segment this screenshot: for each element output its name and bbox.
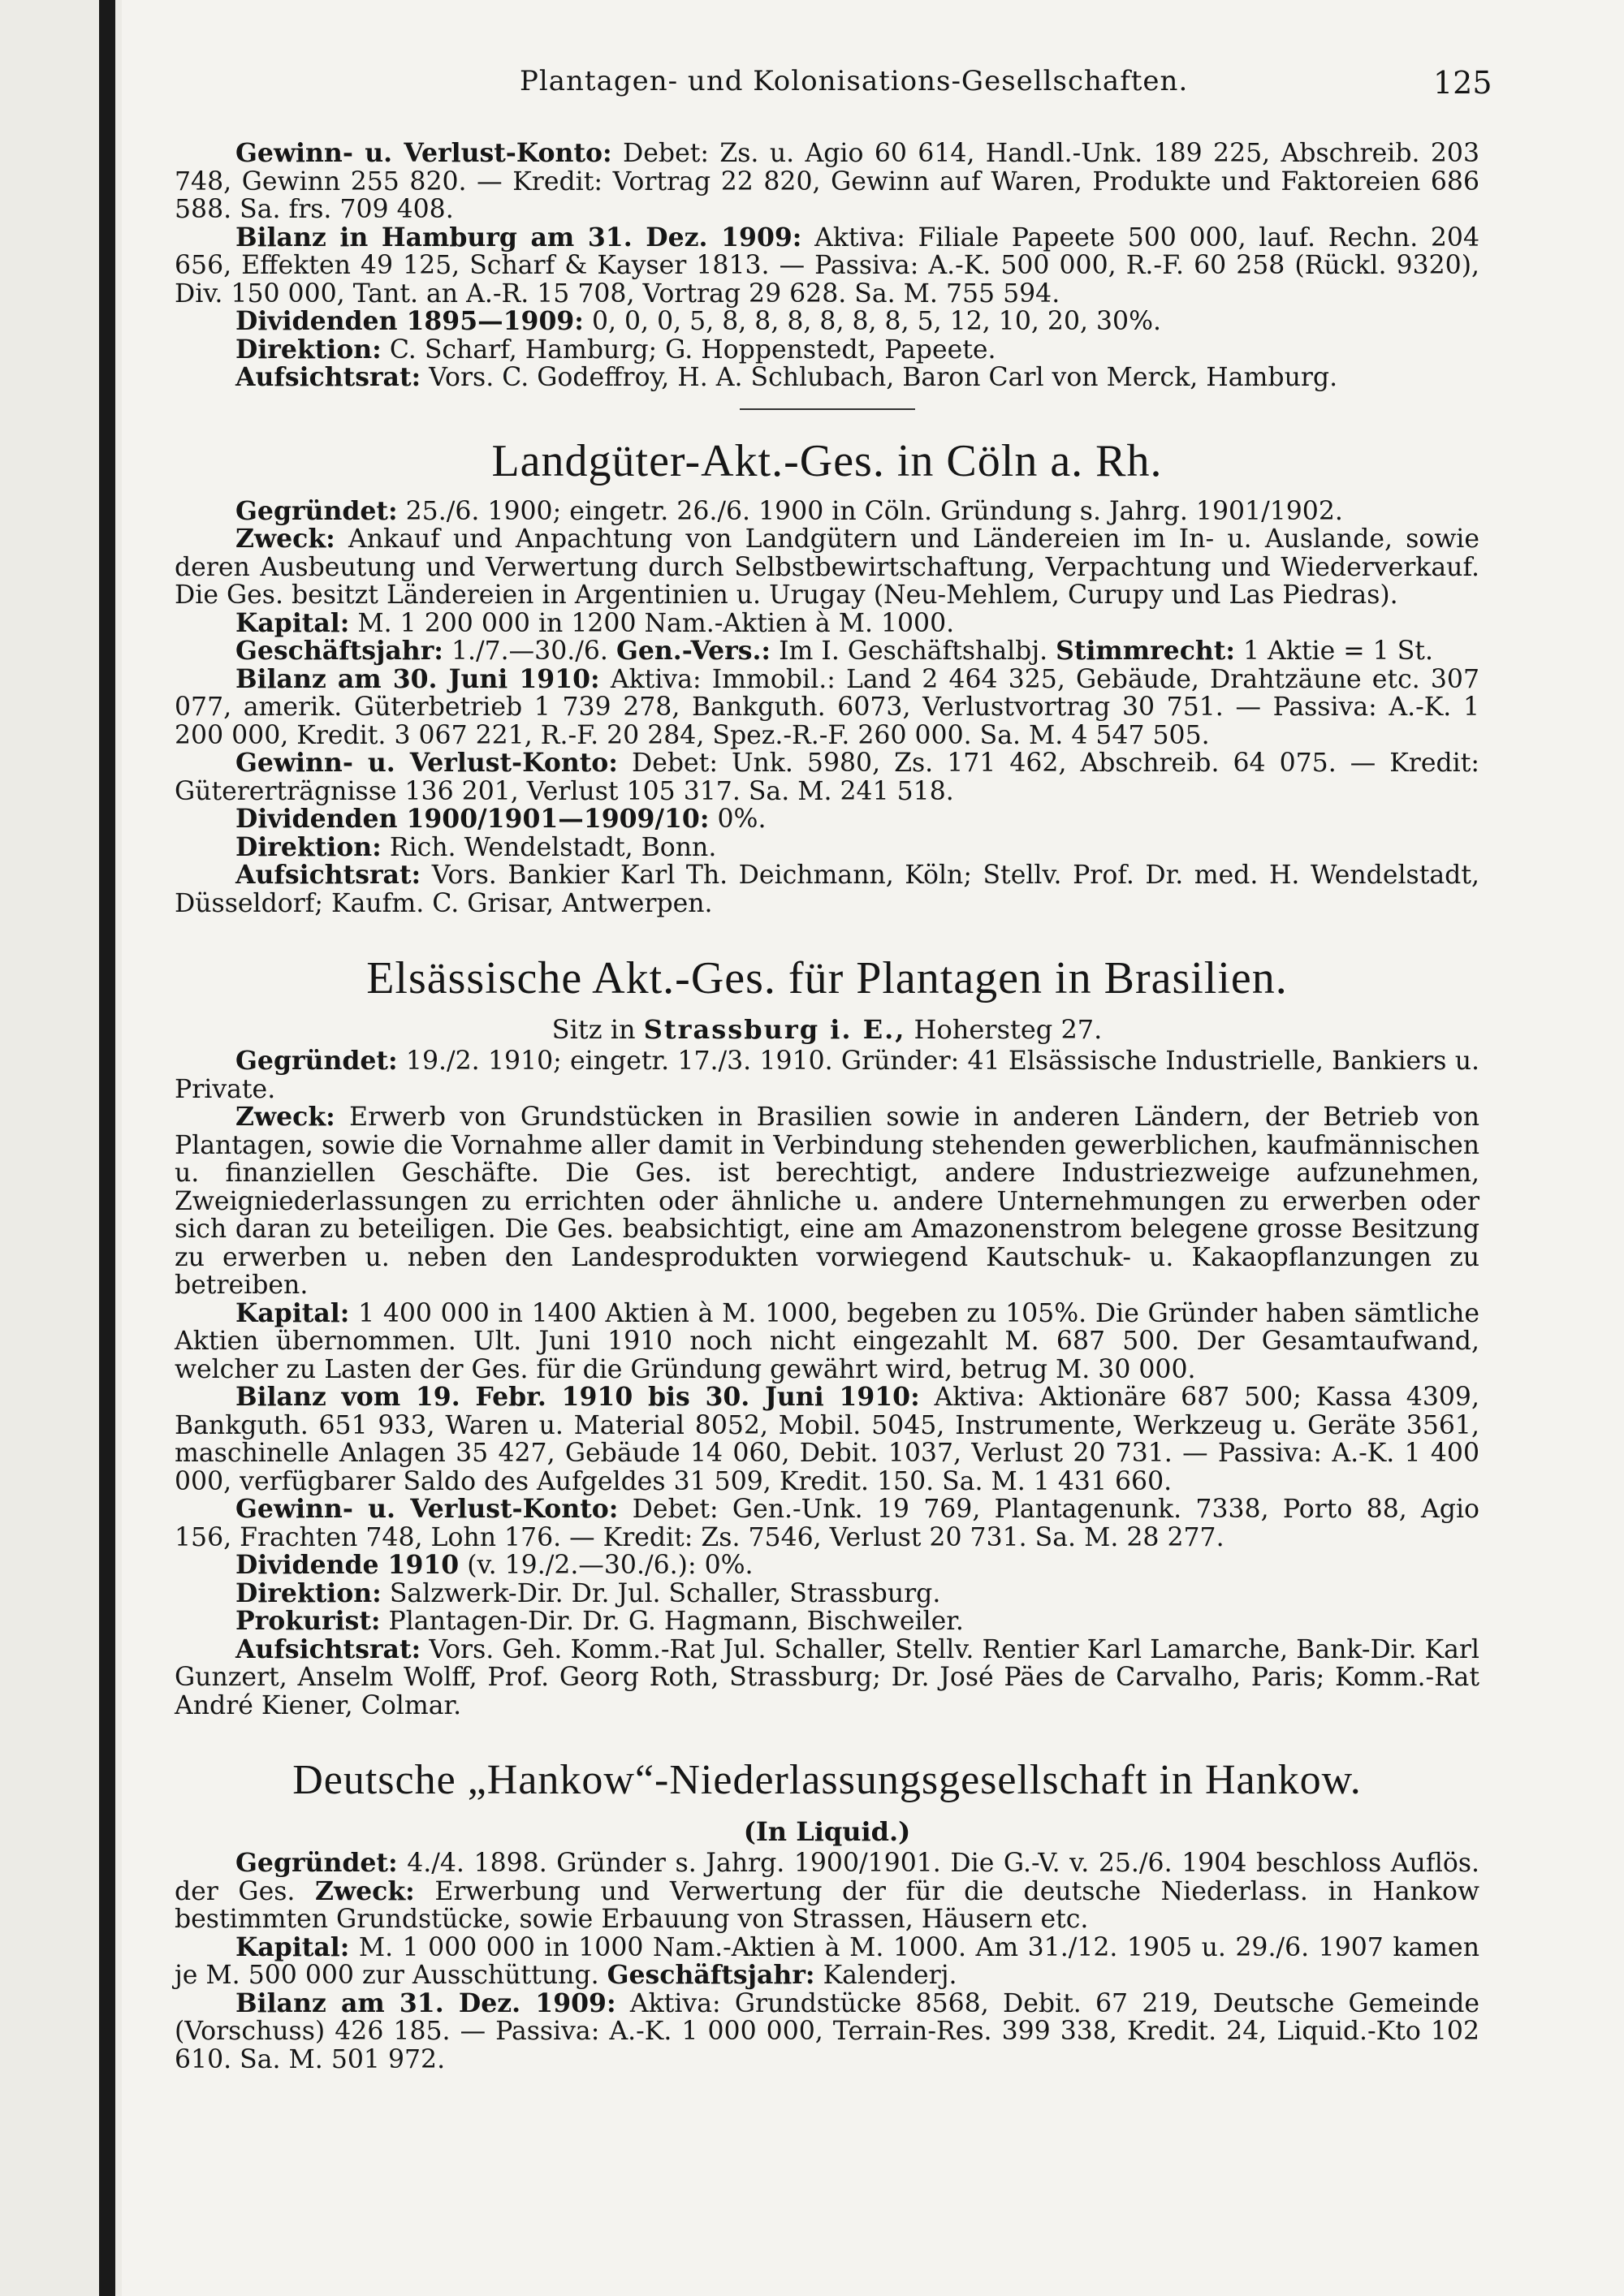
entry-text: Vors. C. Godeffroy, H. A. Schlubach, Baron Carl von Merck, Hamburg. (429, 363, 1338, 392)
entry-label: Gen.-Vers.: (615, 636, 771, 666)
entry-text: Debet: Gen.-Unk. 19 769, Plantagenunk. 7338, Porto 88, Agio 156, Frachten 748, Lohn 176. — Kredit: Zs. 7546, Verlust 20 731. Sa. M. 28 277. (175, 1495, 1479, 1552)
entry-label: Kapital: (235, 1931, 350, 1962)
page-binding (0, 0, 122, 2296)
entry-text: M. 1 000 000 in 1000 Nam.-Aktien à M. 1000. Am 31./12. 1905 u. 29./6. 1907 kamen je M. 500 000 zur Ausschüttung. (175, 1932, 1479, 1990)
aufsichtsrat-entry (175, 861, 1479, 917)
entry-text: Vors. Bankier Karl Th. Deichmann, Köln; Stellv. Prof. Dr. med. H. Wendelstadt, Düsseldorf; Kaufm. C. Grisar, Antwerpen. (175, 861, 1480, 918)
entry-label: Geschäftsjahr: (607, 1960, 815, 1990)
dividende-entry (175, 1552, 1479, 1580)
entry-text: Salzwerk-Dir. Dr. Jul. Schaller, Strassburg. (389, 1578, 941, 1608)
entry-text: Im I. Geschäftshalbj. (779, 637, 1048, 666)
entry-label: Gegründet: (235, 1848, 398, 1878)
kapital-entry (175, 1931, 1479, 1990)
company-title: Elsässische Akt.-Ges. für Plantagen in Brasilien. (366, 953, 1288, 1003)
zweck-entry (175, 1103, 1479, 1300)
aufsichtsrat-entry (175, 1636, 1479, 1720)
entry-label: Bilanz vom 19. Febr. 1910 bis 30. Juni 1910: (235, 1382, 920, 1412)
entry-label: Aufsichtsrat: (235, 1634, 421, 1664)
entry-label: Kapital: (235, 607, 350, 638)
gewinn-verlust-entry (175, 749, 1479, 805)
entry-text: Debet: Zs. u. Agio 60 614, Handl.-Unk. 189 225, Abschreib. 203 748, Gewinn 255 820. — Kredit: Vortrag 22 820, Gewinn auf Waren, Produkte und Faktoreien 686 588. Sa. frs. 709 408. (175, 139, 1480, 224)
entry-label: Gewinn- u. Verlust-Konto: (235, 138, 612, 168)
entry-text: Ankauf und Anpachtung von Landgütern und Ländereien im In- u. Auslande, sowie deren Ausbeutung und Verwertung durch Selbstbewirtschaftung, Verpachtung und Wiederverkauf. Die Ges. besitzt Ländereien in Argentinien u. Urugay (Neu-Mehlem, Curupy und Las Piedras). (175, 524, 1479, 610)
entry-label: Gewinn- u. Verlust-Konto: (235, 1494, 619, 1524)
entry-label: Dividenden 1895—1909: (235, 306, 584, 336)
gutter-line (99, 0, 115, 2296)
company-landgueter (175, 433, 1479, 918)
entry-text: Erwerb von Grundstücken in Brasilien sowie in anderen Ländern, der Betrieb von Plantagen, sowie die Vornahme aller damit in Verbindung stehenden gewerblichen, kaufmännischen u. finanziellen Geschäfte. Die Ges. ist berechtigt, andere Industriezweige aufzunehmen, Zweigniederlassungen zu errichten oder ähnliche u. andere Unternehmungen zu erwerben oder sich daran zu beteiligen. Die Ges. beabsichtigt, eine am Amazonenstrom belegene grosse Besitzung zu erwerben u. neben den Landesprodukten vorwiegend Kautschuk- u. Kakaopflanzungen zu betreiben. (175, 1103, 1479, 1300)
company-title: Deutsche „Hankow“-Niederlassungsgesellschaft in Hankow. (292, 1757, 1362, 1803)
entry-label: Direktion: (235, 1577, 382, 1608)
entry-text: Rich. Wendelstadt, Bonn. (389, 832, 717, 862)
entry-label: Gewinn- u. Verlust-Konto: (235, 748, 618, 778)
direktion-entry (175, 831, 1479, 862)
seat-city: Strassburg i. E., (643, 1014, 906, 1045)
gewinn-verlust-entry (175, 1495, 1479, 1552)
bilanz-entry (175, 224, 1479, 309)
gegruendet-entry (175, 1849, 1479, 1934)
entry-text: Vors. Geh. Komm.-Rat Jul. Schaller, Stellv. Rentier Karl Lamarche, Bank-Dir. Karl Gunzert, Anselm Wolff, Prof. Georg Roth, Strassburg; Dr. José Päes de Carvalho, Paris; Komm.-Rat André Kiener, Colmar. (175, 1634, 1479, 1720)
kapital-entry (175, 1297, 1479, 1384)
section-gap (175, 917, 1479, 950)
entry-label: Bilanz in Hamburg am 31. Dez. 1909: (235, 222, 802, 252)
entry-text: 1./7.—30./6. (451, 637, 608, 666)
entry-text: (v. 19./2.—30./6.): 0%. (467, 1551, 754, 1580)
entry-text: 1 Aktie = 1 St. (1242, 637, 1433, 666)
entry-text: 25./6. 1900; eingetr. 26./6. 1900 in Cöln. Gründung s. Jahrg. 1901/1902. (405, 496, 1343, 526)
entry-label: Aufsichtsrat: (235, 362, 421, 392)
continuation-section (175, 140, 1479, 392)
dividenden-entry (175, 805, 1479, 834)
entry-text: M. 1 200 000 in 1200 Nam.-Aktien à M. 1000. (357, 608, 955, 638)
entry-text: 0%. (717, 805, 767, 834)
gegruendet-entry (175, 1047, 1479, 1103)
entry-text: Aktiva: Grundstücke 8568, Debit. 67 219, Deutsche Gemeinde (Vorschuss) 426 185. — Passiva: A.-K. 1 000 000, Terrain-Res. 399 338, Kredit. 24, Liquid.-Kto 102 610. Sa. M. 501 972. (175, 1988, 1479, 2074)
entry-label: Zweck: (315, 1875, 415, 1906)
entry-label: Stimmrecht: (1056, 636, 1235, 666)
page-number: 125 (1433, 65, 1492, 101)
direktion-entry (175, 1577, 1479, 1608)
company-title: Landgüter-Akt.-Ges. in Cöln a. Rh. (491, 435, 1163, 486)
entry-label: Direktion: (235, 831, 382, 862)
entry-text: C. Scharf, Hamburg; G. Hoppenstedt, Papeete. (389, 334, 996, 365)
entry-text: 19./2. 1910; eingetr. 17./3. 1910. Gründer: 41 Elsässische Industrielle, Bankiers u. Private. (175, 1047, 1480, 1104)
company-elsaessische (175, 950, 1479, 1720)
entry-text: Aktiva: Filiale Papeete 500 000, lauf. Rechn. 204 656, Effekten 49 125, Scharf & Kayser 1813. — Passiva: A.-K. 500 000, R.-F. 60 258 (Rückl. 9320), Div. 150 000, Tant. an A.-R. 15 708, Vortrag 29 628. Sa. M. 755 594. (175, 222, 1480, 309)
company-hankow (175, 1752, 1479, 2074)
zweck-entry (175, 525, 1479, 610)
entry-label: Dividende 1910 (235, 1550, 460, 1580)
entry-text: Debet: Unk. 5980, Zs. 171 462, Abschreib. 64 075. — Kredit: Gütererträgnisse 136 201, Verlust 105 317. Sa. M. 241 518. (175, 749, 1479, 806)
prokurist-entry (175, 1608, 1479, 1636)
entry-label: Gegründet: (235, 1046, 398, 1076)
entry-text: Aktiva: Aktionäre 687 500; Kassa 4309, Bankguth. 651 933, Waren u. Material 8052, Mobil. 5045, Instrumente, Werkzeug u. Geräte 3561, maschinelle Anlagen 35 427, Gebäude 14 060, Debit. 1037, Verlust 20 731. — Passiva: A.-K. 1 400 000, verfügbarer Saldo des Aufgeldes 31 509, Kredit. 150. Sa. M. 1 431 660. (175, 1383, 1479, 1496)
entry-label: Bilanz am 31. Dez. 1909: (235, 1987, 616, 2018)
gegruendet-entry (175, 495, 1479, 526)
section-divider (740, 408, 915, 410)
entry-label: Kapital: (235, 1297, 350, 1328)
entry-text: Kalenderj. (823, 1961, 957, 1990)
bilanz-entry (175, 1383, 1479, 1495)
entry-text: Erwerbung und Verwertung der für die deutsche Niederlass. in Hankow bestimmten Grundstücke, sowie Erbauung von Strassen, Häusern etc. (175, 1876, 1479, 1934)
entry-text: Plantagen-Dir. Dr. G. Hagmann, Bischweiler. (388, 1607, 964, 1636)
entry-text: 4./4. 1898. Gründer s. Jahrg. 1900/1901. Die G.-V. v. 25./6. 1904 beschloss Auflös. der Ges. (175, 1849, 1479, 1906)
seat-prefix: Sitz in (551, 1014, 636, 1045)
company-status: (In Liquid.) (743, 1816, 911, 1847)
entry-label: Dividenden 1900/1901—1909/10: (235, 804, 710, 834)
entry-text: Aktiva: Immobil.: Land 2 464 325, Gebäude, Drahtzäune etc. 307 077, amerik. Güterbetrieb 1 739 278, Bankguth. 6073, Verlustvortrag 30 751. — Passiva: A.-K. 1 200 000, Kredit. 3 067 221, R.-F. 20 284, Spez.-R.-F. 260 000. Sa. M. 4 547 505. (175, 664, 1479, 750)
dividenden-entry (175, 308, 1479, 336)
entry-text: 1 400 000 in 1400 Aktien à M. 1000, begeben zu 105%. Die Gründer haben sämtliche Aktien übernommen. Ult. Juni 1910 noch nicht eingezahlt M. 687 500. Der Gesamtaufwand, welcher zu Lasten der Ges. für die Gründung gewährt wird, betrug M. 30 000. (175, 1298, 1479, 1384)
gewinn-verlust-entry (175, 140, 1479, 224)
entry-label: Zweck: (235, 1102, 335, 1132)
geschaeftsjahr-entry (175, 637, 1479, 666)
company-seat (175, 1015, 1479, 1044)
entry-label: Aufsichtsrat: (235, 860, 421, 890)
bilanz-entry (175, 663, 1479, 750)
entry-label: Prokurist: (235, 1606, 381, 1636)
entry-label: Zweck: (235, 524, 335, 554)
entry-label: Geschäftsjahr: (235, 636, 443, 666)
entry-text: 0, 0, 0, 5, 8, 8, 8, 8, 8, 8, 5, 12, 10, 20, 30%. (591, 307, 1162, 336)
entry-label: Direktion: (235, 334, 382, 365)
section-gap (175, 1720, 1479, 1752)
direktion-entry (175, 336, 1479, 365)
bilanz-entry (175, 1987, 1479, 2074)
entry-label: Bilanz am 30. Juni 1910: (235, 663, 600, 694)
page-body (175, 140, 1479, 2074)
aufsichtsrat-entry (175, 364, 1479, 392)
kapital-entry (175, 607, 1479, 638)
running-header: Plantagen- und Kolonisations-Gesellschaften. (520, 65, 1189, 97)
entry-label: Gegründet: (235, 495, 398, 526)
seat-address: Hohersteg 27. (914, 1014, 1103, 1045)
